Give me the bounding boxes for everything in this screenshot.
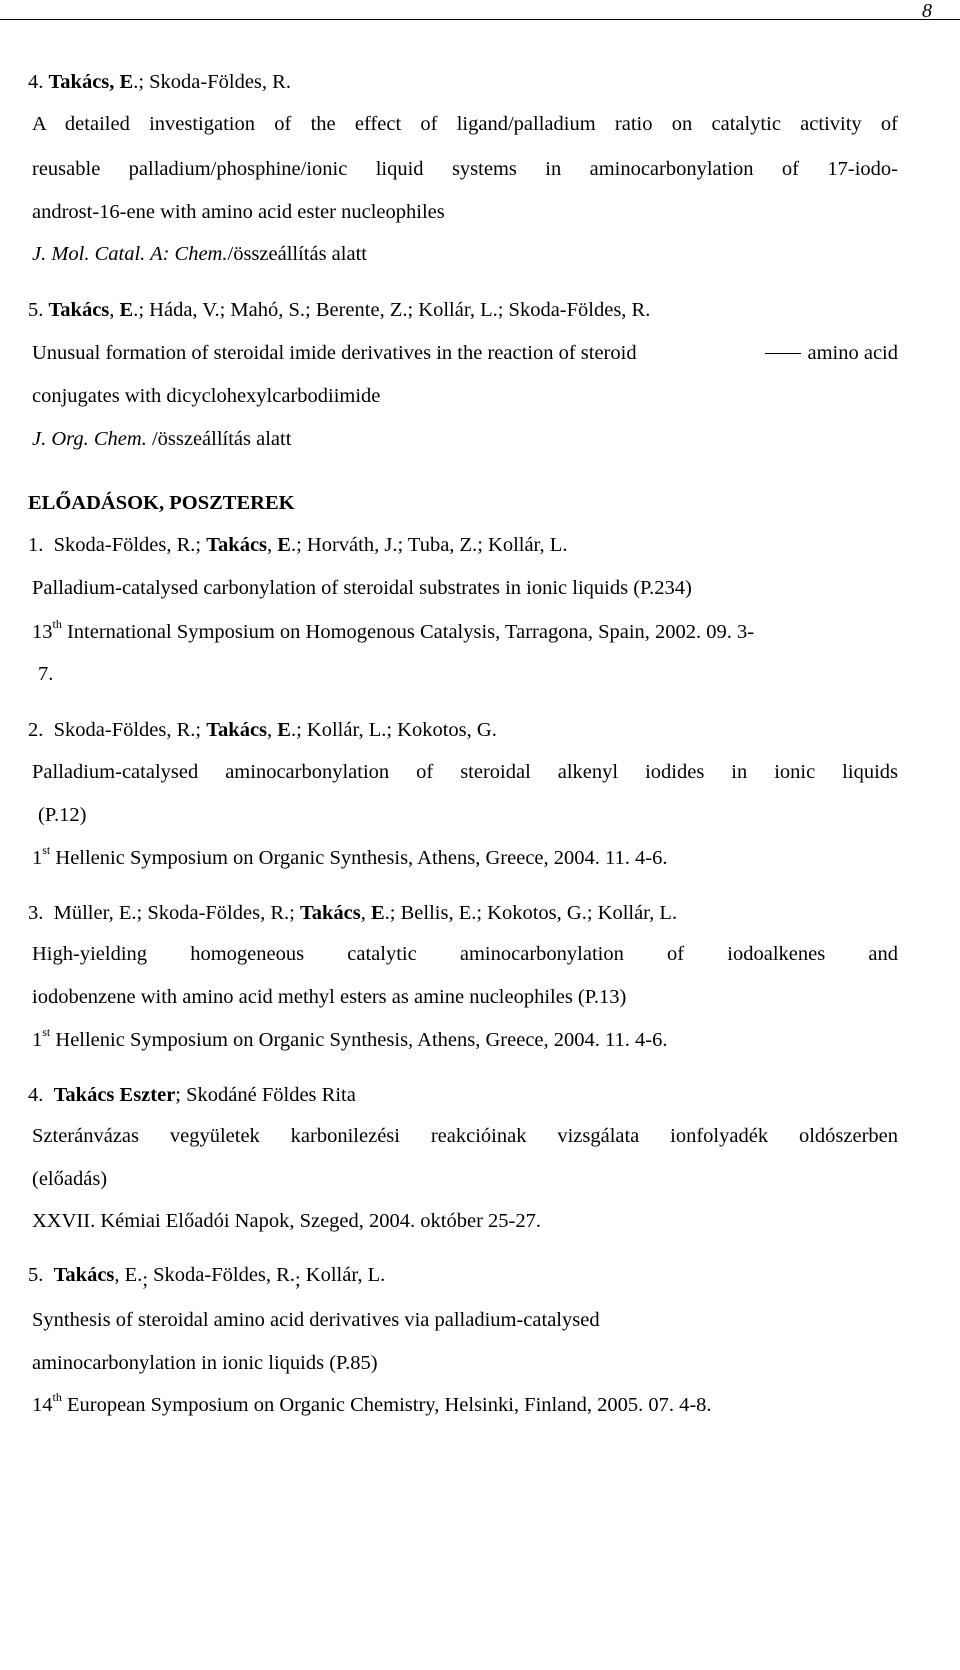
talk-5-authors: 5. Takács, E.; Skoda-Földes, R.; Kollár, L.	[28, 1264, 386, 1291]
talk-1-event: 13th International Symposium on Homogenous Catalysis, Tarragona, Spain, 2002. 09. 3-	[32, 617, 755, 643]
talk-4-title-line: (előadás)	[32, 1168, 108, 1190]
em-dash	[765, 353, 801, 354]
paper-5-title-line: conjugates with dicyclohexylcarbodiimide	[32, 385, 381, 407]
talk-5-title-line: aminocarbonylation in ionic liquids (P.85)	[32, 1352, 378, 1374]
paper-5-journal: J. Org. Chem. /összeállítás alatt	[32, 428, 292, 450]
talk-4-authors: 4. Takács Eszter; Skodáné Földes Rita	[28, 1084, 356, 1106]
paper-4-title-line: reusable palladium/phosphine/ionic liquid systems in aminocarbonylation of 17-iodo-	[32, 158, 898, 180]
talk-2-title-line: Palladium-catalysed aminocarbonylation of steroidal alkenyl iodides in ionic liquids	[32, 761, 898, 783]
section-heading: ELŐADÁSOK, POSZTEREK	[28, 492, 295, 514]
paper-4-journal: J. Mol. Catal. A: Chem./összeállítás alatt	[32, 243, 367, 265]
talk-1-authors: 1. Skoda-Földes, R.; Takács, E.; Horváth, J.; Tuba, Z.; Kollár, L.	[28, 534, 568, 556]
talk-4-title-line: Szteránvázas vegyületek karbonilezési reakcióinak vizsgálata ionfolyadék oldószerben	[32, 1125, 898, 1147]
paper-4-authors: 4. Takács, E.; Skoda-Földes, R.	[28, 71, 291, 93]
talk-3-title-line: High-yielding homogeneous catalytic aminocarbonylation of iodoalkenes and	[32, 943, 898, 965]
paper-5-title-line: Unusual formation of steroidal imide derivatives in the reaction of steroid amino acid	[32, 342, 898, 364]
talk-3-title-line: iodobenzene with amino acid methyl esters as amine nucleophiles (P.13)	[32, 986, 627, 1008]
talk-5-event: 14th European Symposium on Organic Chemistry, Helsinki, Finland, 2005. 07. 4-8.	[32, 1390, 712, 1416]
talk-2-event: 1st Hellenic Symposium on Organic Synthesis, Athens, Greece, 2004. 11. 4-6.	[32, 843, 668, 869]
talk-1-event-cont: 7.	[38, 663, 54, 685]
talk-1-title: Palladium-catalysed carbonylation of steroidal substrates in ionic liquids (P.234)	[32, 577, 692, 599]
talk-3-event: 1st Hellenic Symposium on Organic Synthesis, Athens, Greece, 2004. 11. 4-6.	[32, 1025, 668, 1051]
header-rule	[0, 19, 960, 20]
paper-4-title-line: A detailed investigation of the effect of ligand/palladium ratio on catalytic activity of	[32, 113, 898, 135]
talk-4-event: XXVII. Kémiai Előadói Napok, Szeged, 2004. október 25-27.	[32, 1210, 541, 1232]
talk-2-title-line: (P.12)	[38, 804, 87, 826]
talk-3-authors: 3. Müller, E.; Skoda-Földes, R.; Takács, E.; Bellis, E.; Kokotos, G.; Kollár, L.	[28, 902, 678, 924]
page-number: 8	[922, 0, 932, 22]
paper-5-authors: 5. Takács, E.; Háda, V.; Mahó, S.; Berente, Z.; Kollár, L.; Skoda-Földes, R.	[28, 299, 651, 321]
paper-4-title-line: androst-16-ene with amino acid ester nucleophiles	[32, 201, 445, 223]
talk-5-title-line: Synthesis of steroidal amino acid derivatives via palladium-catalysed	[32, 1309, 600, 1331]
talk-2-authors: 2. Skoda-Földes, R.; Takács, E.; Kollár, L.; Kokotos, G.	[28, 719, 497, 741]
